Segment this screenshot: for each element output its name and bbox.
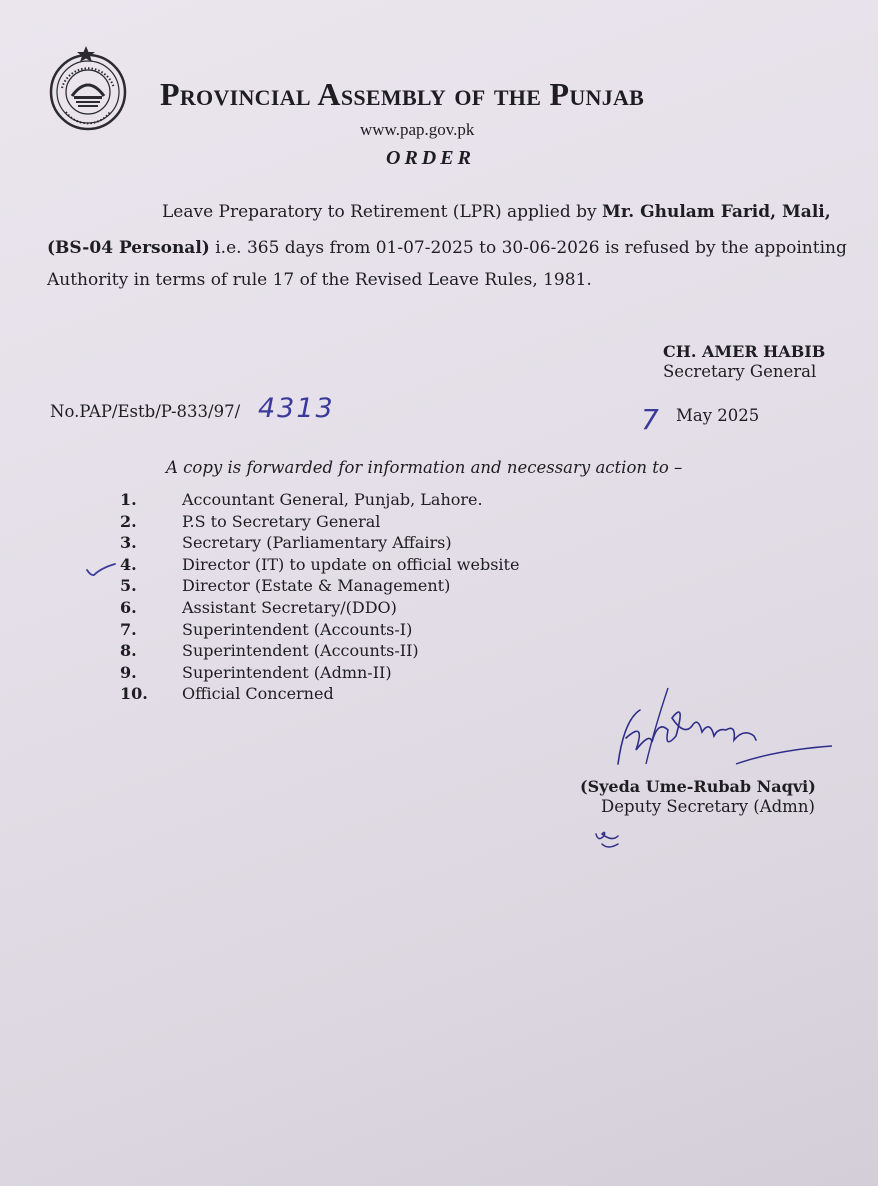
list-number: 9. bbox=[120, 662, 137, 682]
list-number: 8. bbox=[120, 641, 137, 661]
list-text: Accountant General, Punjab, Lahore. bbox=[182, 490, 483, 509]
list-text: Assistant Secretary/(DDO) bbox=[182, 597, 397, 617]
document-type-heading: ORDER bbox=[386, 147, 475, 169]
list-number: 4. bbox=[120, 554, 137, 574]
handwritten-reference-number: 4313 bbox=[258, 393, 335, 424]
list-number: 2. bbox=[120, 511, 137, 531]
signatory-designation: Secretary General bbox=[663, 362, 817, 381]
list-item bbox=[106, 684, 519, 706]
handwritten-checkmark-icon bbox=[85, 556, 125, 580]
list-item bbox=[106, 576, 519, 598]
list-number: 5. bbox=[120, 576, 137, 596]
handwritten-day: 7 bbox=[641, 403, 659, 436]
list-item bbox=[106, 663, 519, 685]
list-item bbox=[106, 641, 519, 663]
list-text: Superintendent (Accounts-II) bbox=[182, 641, 419, 661]
list-text: Superintendent (Accounts-I) bbox=[182, 619, 413, 639]
date-text: May 2025 bbox=[676, 406, 760, 425]
list-number: 3. bbox=[120, 533, 137, 553]
list-text: Official Concerned bbox=[182, 684, 334, 704]
recipient-list bbox=[106, 490, 519, 706]
handwritten-signature bbox=[606, 680, 836, 780]
signatory-name: CH. AMER HABIB bbox=[663, 342, 826, 361]
body-text: Leave Preparatory to Retirement (LPR) applied by bbox=[162, 202, 603, 222]
list-number: 7. bbox=[120, 619, 137, 639]
list-item bbox=[106, 533, 519, 555]
body-line-2 bbox=[47, 238, 847, 258]
body-text: i.e. 365 days from 01-07-2025 to 30-06-2026 is refused by the appointing bbox=[209, 238, 847, 258]
deputy-designation: Deputy Secretary (Admn) bbox=[601, 797, 815, 816]
employee-grade: (BS-04 Personal) bbox=[47, 238, 210, 258]
list-item bbox=[106, 598, 519, 620]
handwritten-initial-mark bbox=[592, 826, 626, 852]
copy-forwarded-intro: A copy is forwarded for information and necessary action to – bbox=[166, 458, 683, 477]
assembly-seal-logo bbox=[44, 44, 132, 132]
body-line-1 bbox=[162, 202, 831, 222]
list-item bbox=[106, 620, 519, 642]
body-line-3: Authority in terms of rule 17 of the Revised Leave Rules, 1981. bbox=[47, 270, 592, 290]
list-text: Superintendent (Admn-II) bbox=[182, 662, 392, 682]
list-number: 1. bbox=[120, 490, 137, 509]
reference-number: No.PAP/Estb/P-833/97/ bbox=[50, 402, 241, 421]
list-text: P.S to Secretary General bbox=[182, 511, 381, 531]
list-item bbox=[106, 490, 519, 512]
list-text: Director (IT) to update on official website bbox=[182, 554, 520, 574]
list-text: Secretary (Parliamentary Affairs) bbox=[182, 533, 452, 553]
page-title: Provincial Assembly of the Punjab bbox=[160, 76, 645, 112]
list-number: 10. bbox=[120, 684, 148, 704]
list-text: Director (Estate & Management) bbox=[182, 576, 451, 596]
employee-name: Mr. Ghulam Farid, Mali, bbox=[602, 202, 831, 222]
deputy-name: (Syeda Ume-Rubab Naqvi) bbox=[580, 777, 816, 796]
list-item bbox=[106, 555, 519, 577]
website-url: www.pap.gov.pk bbox=[360, 120, 475, 139]
list-number: 6. bbox=[120, 597, 137, 617]
list-item bbox=[106, 512, 519, 534]
